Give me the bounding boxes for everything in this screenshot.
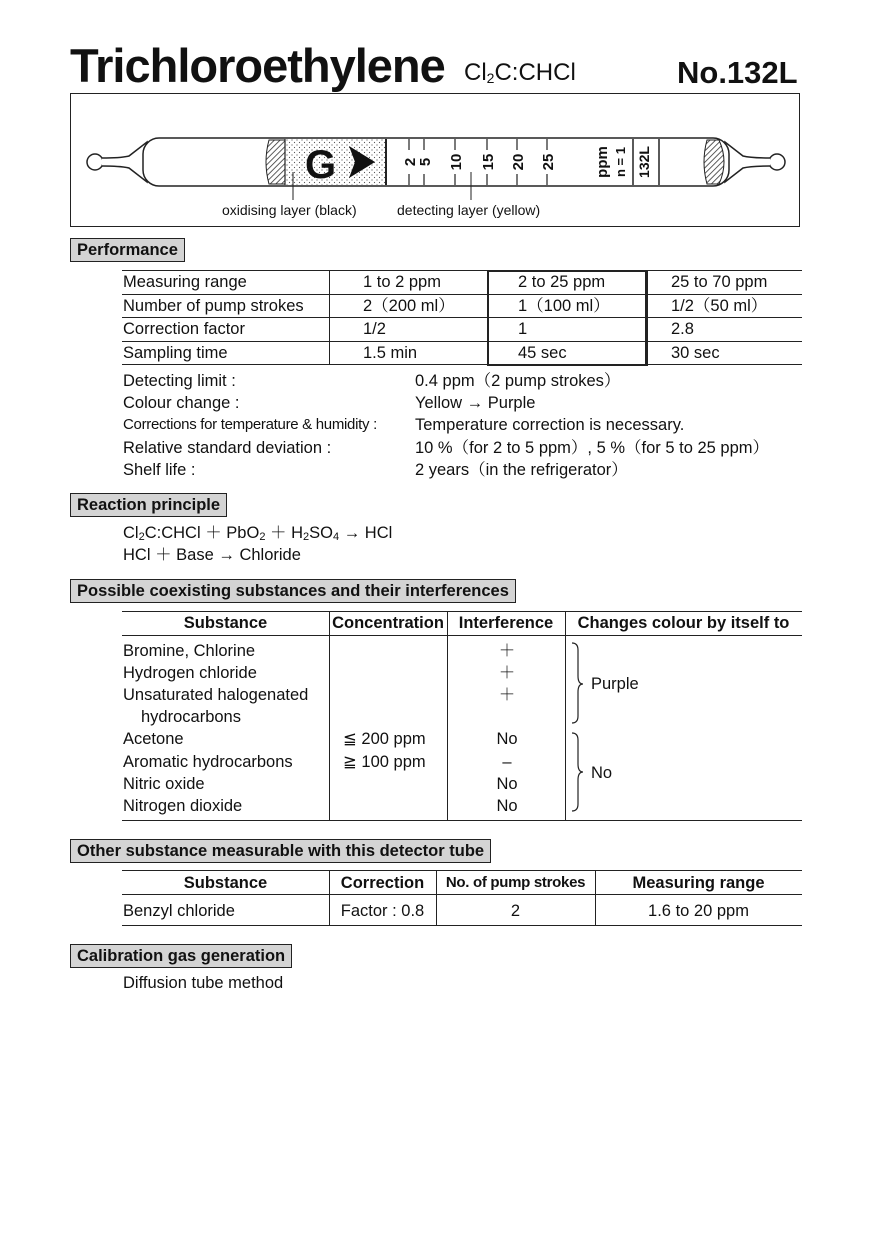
spec-value: Yellow → Purple [415, 394, 536, 412]
perf-cell: 1/2（50 ml） [671, 297, 768, 315]
col-header-colour-change: Changes colour by itself to [577, 614, 790, 632]
interference-value: No [496, 797, 518, 815]
interference-value: ＋ [498, 664, 516, 682]
perf-cell: 30 sec [671, 344, 720, 362]
col-header-correction: Correction [340, 874, 425, 892]
col-header-substance: Substance [183, 614, 268, 632]
page-title: Trichloroethylene [70, 39, 445, 92]
spec-value: 10 %（for 2 to 5 ppm）, 5 %（for 5 to 25 ppm） [415, 439, 769, 457]
perf-label: Sampling time [123, 344, 228, 362]
interferences-heading: Possible coexisting substances and their interferences [70, 579, 516, 603]
col-header-interference: Interference [458, 614, 554, 632]
colour-change-none: No [591, 764, 613, 782]
calibration-heading: Calibration gas generation [70, 944, 292, 968]
perf-label: Number of pump strokes [123, 297, 304, 315]
col-header-measuring-range: Measuring range [632, 874, 765, 892]
scale-mark-15: 15 [480, 153, 497, 171]
interference-value: No [496, 775, 518, 793]
spec-label: Corrections for temperature & humidity : [123, 416, 377, 433]
table-row: Nitric oxide [123, 775, 205, 793]
scale-mark-20: 20 [510, 153, 527, 171]
pump-strokes-value: 2 [510, 902, 521, 920]
table-row: hydrocarbons [141, 708, 241, 726]
perf-cell: 1.5 min [363, 344, 418, 362]
reaction-equation-2: HCl ＋ Base → Chloride [123, 546, 301, 564]
spec-value: 0.4 ppm（2 pump strokes） [415, 372, 621, 390]
spec-label: Relative standard deviation : [123, 439, 332, 457]
col-header-substance: Substance [183, 874, 268, 892]
calibration-method: Diffusion tube method [123, 974, 284, 992]
perf-cell: 1 to 2 ppm [363, 273, 441, 291]
concentration-value: ≦ 200 ppm [343, 730, 426, 748]
tube-strokes-label: n = 1 [613, 147, 628, 177]
table-row: Benzyl chloride [123, 902, 235, 920]
concentration-value: ≧ 100 ppm [343, 753, 426, 771]
detector-tube-diagram [70, 93, 800, 227]
reaction-heading: Reaction principle [70, 493, 227, 517]
reaction-equation-1: $Cl_2C:CHCl + PbO_2 + H_2SO_4$ → HCl [123, 524, 393, 543]
perf-cell: 2（200 ml） [363, 297, 455, 315]
scale-mark-25: 25 [540, 153, 557, 171]
scale-mark-5: 5 [417, 157, 434, 167]
table-row: Nitrogen dioxide [123, 797, 243, 815]
perf-cell: 45 sec [518, 344, 567, 362]
table-row: Aromatic hydrocarbons [123, 753, 293, 771]
tube-unit-label: ppm [594, 146, 611, 178]
col-header-pump-strokes: No. of pump strokes [445, 874, 586, 891]
perf-cell: 2 to 25 ppm [518, 273, 606, 291]
perf-cell: 2.8 [671, 320, 694, 338]
perf-cell: 1/2 [363, 320, 386, 338]
chemical-formula: $Cl_2C:CHCl$ [464, 59, 576, 86]
perf-cell: 25 to 70 ppm [671, 273, 768, 291]
table-row: Hydrogen chloride [123, 664, 257, 682]
detector-tube-illustration [71, 94, 801, 228]
table-row: Bromine, Chlorine [123, 642, 256, 660]
correction-value: Factor : 0.8 [340, 902, 425, 920]
perf-cell: 1（100 ml） [518, 297, 610, 315]
interference-value: ＋ [498, 686, 516, 704]
col-header-concentration: Concentration [332, 614, 444, 632]
perf-label: Correction factor [123, 320, 245, 338]
scale-mark-2: 2 [402, 157, 419, 167]
spec-label: Colour change : [123, 394, 240, 412]
scale-mark-10: 10 [448, 153, 465, 171]
table-row: Unsaturated halogenated [123, 686, 309, 704]
detecting-layer-label: detecting layer (yellow) [397, 202, 541, 218]
interference-value: ＋ [498, 642, 516, 660]
spec-value: 2 years（in the refrigerator） [415, 461, 628, 479]
spec-value: Temperature correction is necessary. [415, 416, 685, 434]
interference-value: – [502, 753, 512, 771]
spec-label: Detecting limit : [123, 372, 236, 390]
perf-label: Measuring range [123, 273, 247, 291]
perf-cell: 1 [518, 320, 528, 338]
spec-label: Shelf life : [123, 461, 196, 479]
tube-code-label: 132L [636, 146, 652, 178]
performance-heading: Performance [70, 238, 185, 262]
tube-model-number: No.132L [677, 55, 798, 90]
grouping-braces [568, 640, 588, 820]
measuring-range-value: 1.6 to 20 ppm [648, 902, 749, 920]
other-substance-heading: Other substance measurable with this detector tube [70, 839, 491, 863]
marker-letter: G [305, 143, 337, 187]
interference-value: No [496, 730, 518, 748]
table-row: Acetone [123, 730, 184, 748]
oxidising-layer-label: oxidising layer (black) [222, 202, 357, 218]
colour-change-purple: Purple [591, 675, 639, 693]
